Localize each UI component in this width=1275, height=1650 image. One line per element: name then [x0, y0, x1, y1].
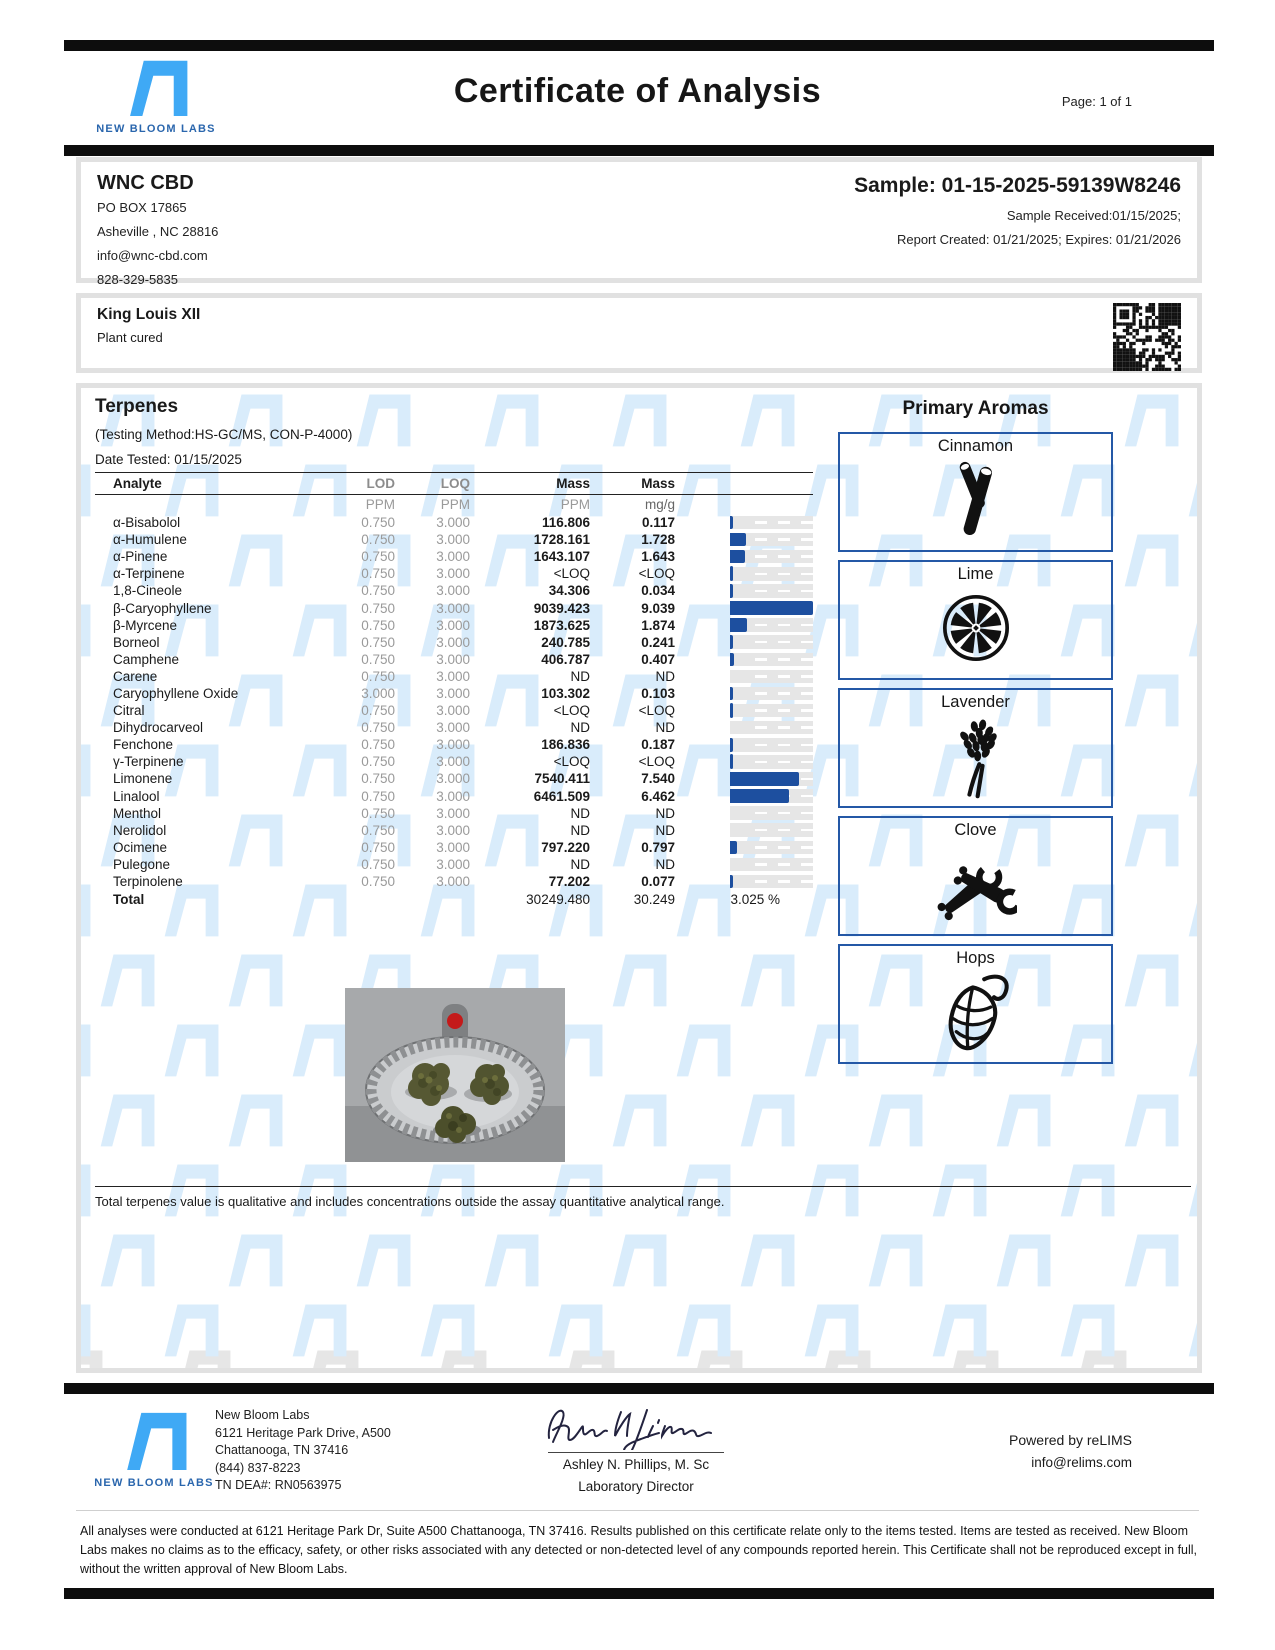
analyte-mass-mgg: ND [655, 668, 675, 684]
analyte-loq: 3.000 [436, 600, 470, 616]
analyte-mass-mgg: 9.039 [641, 600, 675, 616]
page-number: Page: 1 of 1 [1061, 94, 1132, 109]
analyte-mass-ppm: 186.836 [541, 737, 590, 753]
analyte-mass-mgg: <LOQ [638, 703, 675, 719]
mass-bar-cell [730, 822, 813, 839]
mass-bar [730, 550, 745, 564]
aroma-label: Lime [957, 565, 994, 583]
mass-bar [730, 566, 733, 581]
analyte-mass-mgg: 0.187 [641, 737, 675, 753]
analyte-loq: 3.000 [436, 685, 470, 701]
table-row [95, 565, 813, 582]
table-row [95, 634, 813, 651]
analyte-name: α-Humulene [113, 532, 187, 548]
table-row [95, 617, 813, 634]
analyte-mass-mgg: ND [655, 805, 675, 821]
table-row [95, 685, 813, 702]
table-row [95, 702, 813, 719]
analyte-lod: 0.750 [361, 651, 395, 667]
analyte-lod: 0.750 [361, 822, 395, 838]
table-row [95, 822, 813, 839]
mass-bar-track [730, 670, 813, 684]
sample-id: Sample: 01-15-2025-59139W8246 [854, 174, 1181, 197]
mass-bar [730, 516, 733, 530]
analyte-mass-ppm: 7540.411 [534, 771, 590, 787]
lavender-icon [840, 712, 1111, 805]
mass-bar [730, 703, 733, 718]
analyte-loq: 3.000 [436, 788, 470, 804]
lime-icon [840, 584, 1111, 677]
analyte-name: Caryophyllene Oxide [113, 685, 239, 701]
unit-mass-ppm: PPM [560, 497, 590, 512]
analyte-mass-mgg: 7.540 [641, 771, 675, 787]
client-name: WNC CBD [97, 172, 194, 194]
footer-logo [92, 1410, 216, 1489]
analyte-mass-mgg: 1.728 [641, 532, 675, 548]
analyte-name: Pulegone [113, 856, 171, 872]
aroma-label: Clove [954, 821, 997, 839]
mass-bar [730, 601, 813, 615]
col-loq: LOQ [440, 476, 470, 491]
report-created: Report Created: 01/21/2025; Expires: 01/21/2026 [896, 232, 1181, 247]
mass-bar-cell [730, 582, 813, 599]
analyte-mass-ppm: <LOQ [553, 566, 590, 582]
mass-bar-cell [730, 599, 813, 616]
lab-address-line: TN DEA#: RN0563975 [215, 1478, 342, 1492]
analyte-mass-mgg: 0.077 [641, 874, 675, 890]
analyte-mass-ppm: ND [570, 822, 590, 838]
mass-bar-cell [730, 514, 813, 531]
table-units-row [95, 495, 813, 514]
analyte-name: Nerolidol [113, 822, 167, 838]
analyte-mass-mgg: <LOQ [638, 566, 675, 582]
analyte-name: Borneol [113, 634, 160, 650]
analyte-mass-ppm: 406.787 [541, 651, 590, 667]
header-rule-bar [64, 145, 1214, 156]
signature-image [535, 1400, 735, 1450]
mass-bar-track [730, 858, 813, 872]
terpenes-title: Terpenes [95, 396, 179, 417]
table-row [95, 531, 813, 548]
terpenes-table [95, 472, 813, 909]
analyte-loq: 3.000 [436, 668, 470, 684]
analyte-mass-ppm: 9039.423 [533, 600, 590, 616]
analyte-loq: 3.000 [436, 856, 470, 872]
analyte-lod: 0.750 [361, 532, 395, 548]
mass-bar [730, 618, 747, 632]
analyte-mass-mgg: ND [655, 822, 675, 838]
table-row [95, 582, 813, 599]
mass-bar [730, 687, 733, 701]
client-address-line: 828-329-5835 [97, 272, 178, 287]
analyte-lod: 0.750 [361, 549, 395, 565]
aroma-label: Hops [956, 949, 995, 967]
mass-bar [730, 754, 733, 769]
mass-bar-track [730, 653, 813, 667]
analyte-lod: 0.750 [361, 634, 395, 650]
table-row [95, 719, 813, 736]
analyte-loq: 3.000 [436, 822, 470, 838]
table-row [95, 839, 813, 856]
analyte-name: β-Myrcene [113, 617, 178, 633]
analyte-lod: 0.750 [361, 839, 395, 855]
mass-bar-track [730, 721, 813, 735]
table-row [95, 736, 813, 753]
lab-address-line: (844) 837-8223 [215, 1460, 301, 1475]
analyte-loq: 3.000 [436, 566, 470, 582]
analyte-mass-mgg: 0.034 [641, 583, 675, 599]
sample-received: Sample Received:01/15/2025; [1006, 208, 1181, 223]
analyte-loq: 3.000 [436, 703, 470, 719]
new-bloom-labs-logo [94, 58, 218, 135]
table-header-row [95, 472, 813, 495]
mass-bar-cell [730, 668, 813, 685]
table-row [95, 668, 813, 685]
analyte-mass-mgg: ND [655, 856, 675, 872]
analyte-loq: 3.000 [436, 651, 470, 667]
product-box [76, 293, 1202, 373]
analyte-mass-ppm: 240.785 [541, 634, 590, 650]
mass-bar-track [730, 584, 813, 598]
analyte-mass-ppm: 6461.509 [533, 788, 590, 804]
analyte-mass-ppm: ND [570, 720, 590, 736]
analyte-mass-ppm: 77.202 [548, 874, 590, 890]
mass-bar-cell [730, 839, 813, 856]
aroma-label: Cinnamon [937, 437, 1014, 455]
analyte-name: α-Bisabolol [113, 515, 181, 531]
analyte-lod: 0.750 [361, 668, 395, 684]
analyte-name: α-Terpinene [113, 566, 185, 582]
analyte-name: Fenchone [113, 737, 174, 753]
analyte-mass-mgg: 1.874 [641, 617, 675, 633]
mass-bar-cell [730, 634, 813, 651]
mass-bar-cell [730, 702, 813, 719]
analyte-lod: 0.750 [361, 874, 395, 890]
signer-name: Ashley N. Phillips, M. Sc [562, 1457, 710, 1472]
table-body [95, 514, 813, 890]
table-row [95, 770, 813, 787]
mass-bar-track [730, 567, 813, 581]
analyte-lod: 0.750 [361, 856, 395, 872]
analyte-lod: 0.750 [361, 566, 395, 582]
analyte-mass-ppm: ND [570, 668, 590, 684]
mass-bar-cell [730, 873, 813, 890]
client-address-line: PO BOX 17865 [97, 200, 187, 215]
mass-bar [730, 772, 799, 786]
mass-bar [730, 841, 737, 855]
analyte-mass-ppm: 1873.625 [533, 617, 590, 633]
analyte-mass-mgg: ND [655, 720, 675, 736]
terpenes-section-box [76, 383, 1202, 1373]
mass-bar-track [730, 601, 813, 615]
analyte-name: 1,8-Cineole [113, 583, 183, 599]
client-sample-box [76, 157, 1202, 287]
disclaimer-divider [76, 1510, 1199, 1511]
analyte-name: Citral [113, 703, 145, 719]
client-address-line: info@wnc-cbd.com [97, 248, 208, 263]
mass-bar-track [730, 755, 813, 769]
analyte-name: Camphene [113, 651, 180, 667]
table-row [95, 548, 813, 565]
analyte-mass-ppm: 1643.107 [533, 549, 590, 565]
analyte-lod: 0.750 [361, 737, 395, 753]
bottom-rule-bar [64, 1588, 1214, 1599]
analyte-mass-ppm: 797.220 [541, 839, 590, 855]
aroma-card-lavender [838, 688, 1113, 808]
table-row [95, 651, 813, 668]
mass-bar-cell [730, 856, 813, 873]
analyte-lod: 0.750 [361, 600, 395, 616]
mass-bar [730, 584, 733, 598]
logo-arch-icon [110, 58, 202, 116]
mass-bar-track [730, 875, 813, 889]
total-row [95, 890, 813, 909]
analyte-lod: 0.750 [361, 583, 395, 599]
total-label: Total [113, 892, 145, 908]
col-analyte: Analyte [113, 476, 162, 491]
mass-bar-cell [730, 617, 813, 634]
analyte-mass-ppm: 1728.161 [533, 532, 590, 548]
clove-icon [840, 840, 1111, 933]
analyte-lod: 0.750 [361, 754, 395, 770]
analyte-lod: 0.750 [361, 720, 395, 736]
relims-email: info@relims.com [1031, 1455, 1132, 1470]
analyte-loq: 3.000 [436, 754, 470, 770]
mass-bar-cell [730, 805, 813, 822]
analyte-lod: 0.750 [361, 617, 395, 633]
mass-bar-track [730, 738, 813, 752]
mass-bar-track [730, 823, 813, 837]
logo-wordmark: NEW BLOOM LABS [94, 1477, 214, 1489]
logo-arch-icon [106, 1410, 202, 1470]
testing-method: (Testing Method:HS-GC/MS, CON-P-4000) [95, 427, 353, 442]
product-type: Plant cured [97, 330, 163, 345]
mass-bar-track [730, 704, 813, 718]
analyte-lod: 0.750 [361, 703, 395, 719]
product-name: King Louis XII [97, 306, 201, 323]
mass-bar-cell [730, 788, 813, 805]
mass-bar-cell [730, 548, 813, 565]
table-row [95, 788, 813, 805]
mass-bar-cell [730, 531, 813, 548]
analyte-mass-mgg: 0.407 [641, 651, 675, 667]
lab-address-line: 6121 Heritage Park Drive, A500 [215, 1425, 391, 1440]
analyte-loq: 3.000 [436, 583, 470, 599]
aroma-card-clove [838, 816, 1113, 936]
analyte-mass-ppm: <LOQ [553, 754, 590, 770]
mass-bar-track [730, 806, 813, 820]
mass-bar-cell [730, 685, 813, 702]
analyte-mass-mgg: 6.462 [641, 788, 675, 804]
mass-bar [730, 789, 789, 803]
terpenes-note: Total terpenes value is qualitative and includes concentrations outside the assay quantitative analytical range. [95, 1194, 725, 1209]
sample-photo [345, 988, 565, 1162]
analyte-name: Menthol [113, 805, 162, 821]
mass-bar-track [730, 789, 813, 803]
mass-bar-cell [730, 565, 813, 582]
mass-bar-track [730, 687, 813, 701]
total-mass-mgg: 30.249 [633, 892, 675, 908]
analyte-loq: 3.000 [436, 737, 470, 753]
analyte-lod: 3.000 [361, 685, 395, 701]
footer-rule-bar [64, 1383, 1214, 1394]
analyte-name: Terpinolene [113, 874, 183, 890]
analyte-loq: 3.000 [436, 720, 470, 736]
table-row [95, 753, 813, 770]
analyte-lod: 0.750 [361, 771, 395, 787]
lab-address-line: Chattanooga, TN 37416 [215, 1443, 349, 1457]
analyte-lod: 0.750 [361, 805, 395, 821]
col-mass-mgg: Mass [641, 476, 675, 491]
mass-bar [730, 533, 746, 547]
mass-bar [730, 875, 733, 889]
analyte-mass-ppm: 116.806 [541, 515, 590, 531]
table-row [95, 599, 813, 616]
analyte-name: β-Caryophyllene [113, 600, 212, 616]
table-row [95, 514, 813, 531]
unit-lod: PPM [365, 497, 395, 512]
mass-bar [730, 635, 733, 649]
analyte-mass-ppm: <LOQ [553, 703, 590, 719]
total-mass-ppm: 30249.480 [526, 892, 590, 908]
mass-bar-track [730, 841, 813, 855]
analyte-loq: 3.000 [436, 617, 470, 633]
analyte-loq: 3.000 [436, 839, 470, 855]
lab-address-line: New Bloom Labs [215, 1408, 310, 1422]
cinnamon-icon [840, 456, 1111, 549]
aroma-card-cinnamon [838, 432, 1113, 552]
hops-icon [840, 968, 1111, 1061]
analyte-loq: 3.000 [436, 549, 470, 565]
analyte-name: Dihydrocarveol [113, 720, 204, 736]
aroma-card-hops [838, 944, 1113, 1064]
logo-wordmark: NEW BLOOM LABS [96, 123, 216, 135]
col-lod: LOD [366, 476, 395, 491]
mass-bar-cell [730, 736, 813, 753]
analyte-loq: 3.000 [436, 805, 470, 821]
analyte-name: Carene [113, 668, 158, 684]
analyte-mass-ppm: 103.302 [541, 685, 590, 701]
qr-code [1113, 303, 1181, 371]
mass-bar-track [730, 618, 813, 632]
signer-title: Laboratory Director [578, 1479, 694, 1494]
date-tested: Date Tested: 01/15/2025 [95, 452, 242, 467]
mass-bar-track [730, 516, 813, 530]
analyte-name: Ocimene [113, 839, 168, 855]
analyte-name: γ-Terpinene [113, 754, 184, 770]
analyte-mass-mgg: 0.241 [641, 634, 675, 650]
page-title: Certificate of Analysis [453, 72, 822, 110]
analyte-mass-mgg: 0.797 [641, 839, 675, 855]
top-rule-bar [64, 40, 1214, 51]
aroma-card-lime [838, 560, 1113, 680]
primary-aromas-title: Primary Aromas [902, 398, 1049, 419]
disclaimer-text: All analyses were conducted at 6121 Heritage Park Dr, Suite A500 Chattanooga, TN 37416. Results published on this certificate relate only to the items tested. Items are tested as received. New Bloom Labs makes no claims as to the efficacy, safety, or other risks associated with any detected or non-detected level of any compounds reported herein. This Certificate shall not be reproduced except in full, without the written approval of New Bloom Labs. [80, 1524, 1198, 1576]
analyte-loq: 3.000 [436, 634, 470, 650]
table-row [95, 856, 813, 873]
analyte-loq: 3.000 [436, 515, 470, 531]
analyte-name: Linalool [113, 788, 160, 804]
analyte-mass-ppm: ND [570, 805, 590, 821]
analyte-name: Limonene [113, 771, 173, 787]
unit-loq: PPM [440, 497, 470, 512]
analyte-mass-mgg: 1.643 [641, 549, 675, 565]
table-row [95, 873, 813, 890]
mass-bar-cell [730, 651, 813, 668]
total-percent: 3.025 % [730, 892, 780, 908]
analyte-lod: 0.750 [361, 788, 395, 804]
mass-bar-cell [730, 770, 813, 787]
mass-bar [730, 738, 733, 752]
analyte-loq: 3.000 [436, 532, 470, 548]
analyte-mass-mgg: 0.103 [641, 685, 675, 701]
analyte-mass-ppm: ND [570, 856, 590, 872]
mass-bar-track [730, 533, 813, 547]
note-divider [95, 1186, 1191, 1187]
unit-mass-mgg: mg/g [644, 497, 675, 512]
mass-bar-track [730, 635, 813, 649]
analyte-name: α-Pinene [113, 549, 168, 565]
mass-bar [730, 653, 734, 667]
analyte-mass-mgg: 0.117 [641, 515, 675, 531]
powered-by: Powered by reLIMS [1009, 1432, 1132, 1448]
analyte-mass-mgg: <LOQ [638, 754, 675, 770]
analyte-loq: 3.000 [436, 771, 470, 787]
analyte-mass-ppm: 34.306 [548, 583, 590, 599]
aroma-label: Lavender [941, 693, 1010, 711]
signature-line [548, 1452, 724, 1453]
mass-bar-cell [730, 753, 813, 770]
client-address-line: Asheville , NC 28816 [97, 224, 219, 239]
analyte-loq: 3.000 [436, 874, 470, 890]
mass-bar-cell [730, 719, 813, 736]
table-row [95, 805, 813, 822]
analyte-lod: 0.750 [361, 515, 395, 531]
col-mass-ppm: Mass [556, 476, 590, 491]
mass-bar-track [730, 550, 813, 564]
mass-bar-track [730, 772, 813, 786]
